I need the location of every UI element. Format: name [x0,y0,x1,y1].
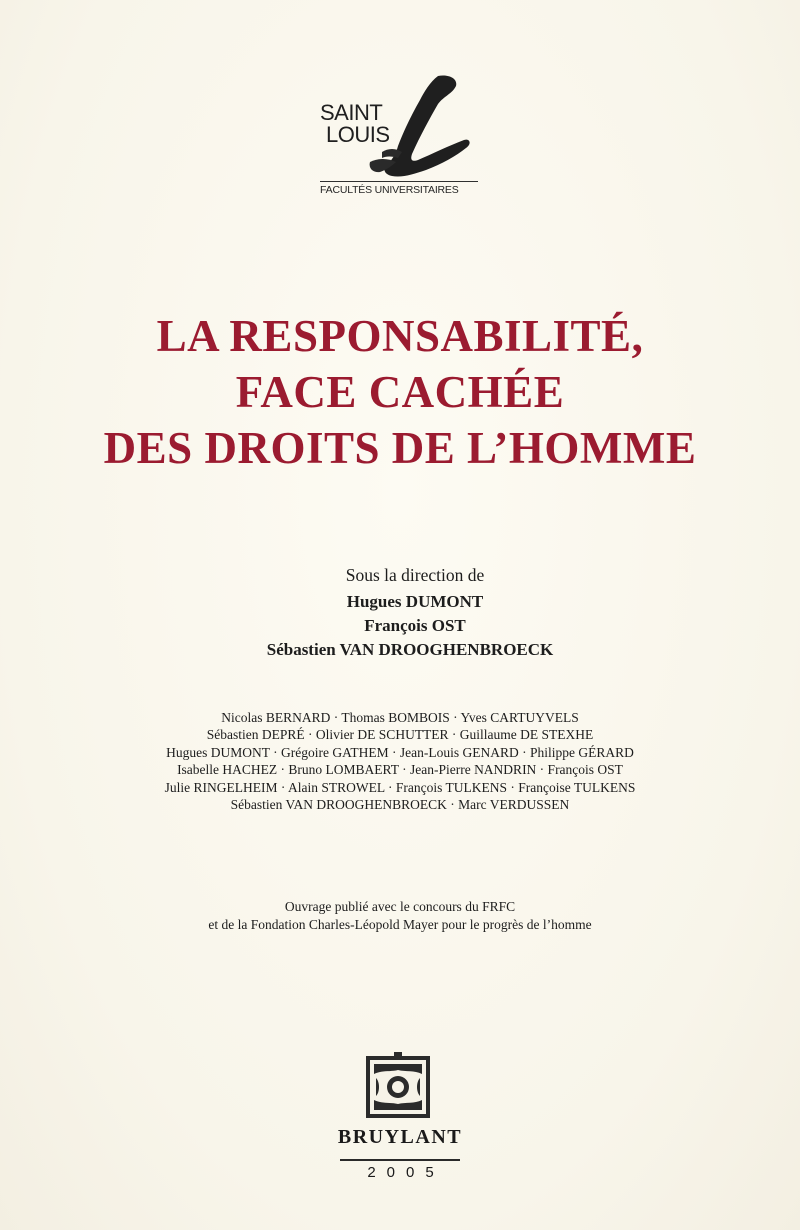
saint-louis-logo [318,74,488,204]
editor-name: Sébastien VAN DROOGHENBROECK [266,640,554,659]
contributors-line: Isabelle HACHEZ · Bruno LOMBAERT · Jean-Pierre NANDRIN · François OST [177,762,623,778]
funding-note [0,898,800,934]
contributors-line: Julie RINGELHEIM · Alain STROWEL · François TULKENS · Françoise TULKENS [164,779,636,795]
publication-year: 2005 [367,1164,445,1181]
contributors-line: Sébastien DEPRÉ · Olivier DE SCHUTTER · Guillaume DE STEXHE [206,727,594,743]
editor-name: François OST [364,616,466,635]
contributors-line: Hugues DUMONT · Grégoire GATHEM · Jean-Louis GENARD · Philippe GÉRARD [166,744,634,760]
logo-subtitle: FACULTÉS UNIVERSITAIRES [320,184,459,196]
book-title [0,308,800,476]
title-line-2: FACE CACHÉE [235,367,565,417]
editorial-direction [0,560,800,662]
logo-line-saint: SAINT [320,100,383,125]
editor-name: Hugues DUMONT [346,592,484,611]
funding-line: et de la Fondation Charles-Léopold Mayer pour le progrès de l’homme [208,917,592,932]
logo-line-louis: LOUIS [326,122,390,147]
funding-line: Ouvrage publié avec le concours du FRFC [284,899,516,914]
direction-label: Sous la direction de [345,565,485,585]
contributors-line: Nicolas BERNARD · Thomas BOMBOIS · Yves CARTUYVELS [221,710,579,725]
publisher-name: BRUYLANT [337,1126,463,1148]
logo-divider [320,181,478,182]
contributors-line: Sébastien VAN DROOGHENBROECK · Marc VERDUSSEN [230,797,570,813]
title-line-3: DES DROITS DE L’HOMME [103,423,697,473]
title-line-1: LA RESPONSABILITÉ, [156,311,644,361]
publisher-divider [340,1159,460,1161]
contributors-list [0,709,800,813]
bruylant-emblem-icon [360,1050,436,1124]
